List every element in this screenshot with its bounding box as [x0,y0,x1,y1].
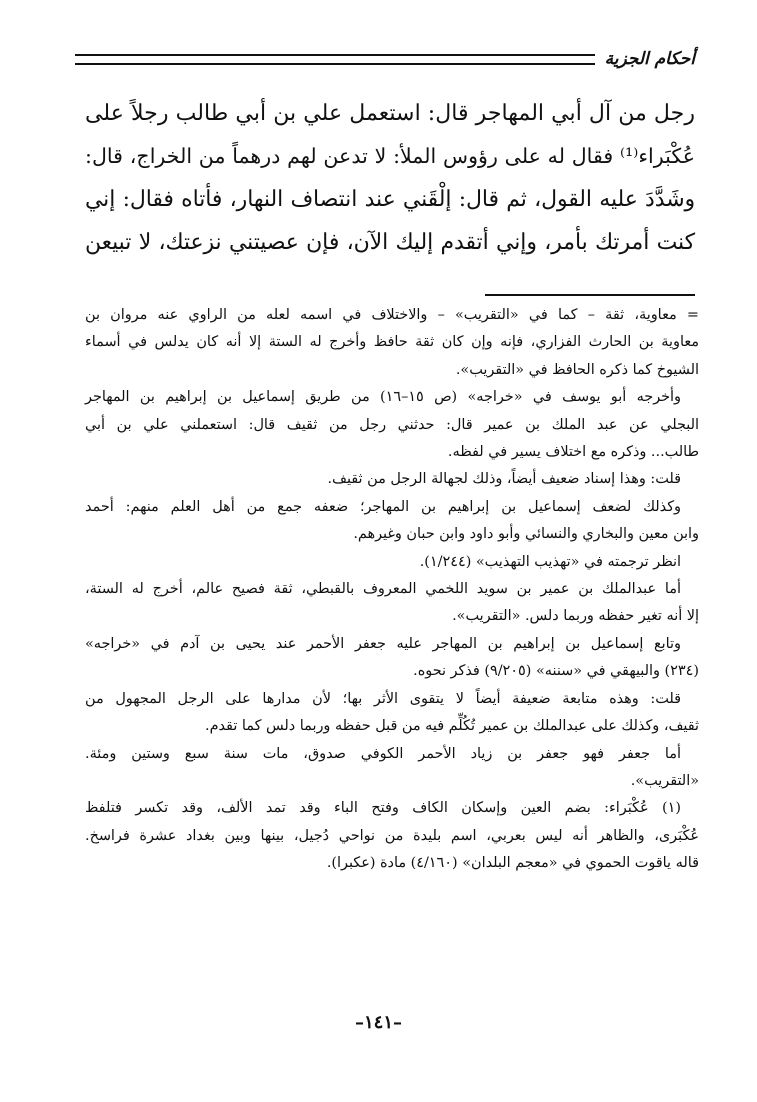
main-text [85,92,695,264]
footnote-line: = معاوية، ثقة – كما في «التقريب» – والاختلاف في اسمه لعله من الراوي عنه مروان بن [85,307,699,323]
footnote-line: إلا أنه تغير حفظه وربما دلس. «التقريب». [452,608,699,625]
footnote-line: ثقيف، وكذلك على عبدالملك بن عمير تُكُلِّم فيه من قبل حفظه وربما دلس كما تقدم. [205,718,699,735]
footnote-line: «التقريب». [630,772,699,789]
header-title: أحكام الجزية [604,49,695,69]
footnote-line: طالب... وذكره مع اختلاف يسير في لفظه. [447,444,699,461]
footnote-line: وتابع إسماعيل بن إبراهيم بن المهاجر عليه جعفر الأحمر عند يحيى بن آدم في «خراجه» [85,635,681,652]
footnote-line: البجلي عن عبد الملك بن عمير قال: حدثني رجل من ثقيف قال: استعملني علي بن أبي [85,416,699,433]
footnote-line: قلت: وهذا إسناد ضعيف أيضاً، وذلك لجهالة الرجل من ثقيف. [327,471,681,488]
footnotes [85,302,699,878]
footnote-line: معاوية بن الحارث الفزاري، فإنه وإن كان ثقة حافظ وأخرج له الستة إلا أنه كان يدلس في أسماء [85,334,699,351]
main-line: وشَدَّدَ عليه القول، ثم قال: إلْقَني عند انتصاف النهار، فأتاه فقال: إني [85,187,695,212]
main-line: كنت أمرتك بأمر، وإني أتقدم إليك الآن، فإن عصيتني نزعتك، لا تبيعن [85,230,695,255]
footnote-line: قلت: وهذه متابعة ضعيفة أيضاً لا يتقوى الأثر بها؛ لأن مدارها على الرجل المجهول من [85,690,681,707]
page-number: –١٤١– [354,1012,402,1033]
footnote-line: انظر ترجمته في «تهذيب التهذيب» (١/٢٤٤). [419,553,681,570]
footnote-line: وأخرجه أبو يوسف في «خراجه» (ص ١٥–١٦) من طريق إسماعيل بن إبراهيم بن المهاجر [85,389,681,406]
footnote-line: أما عبدالملك بن عمير بن سويد اللخمي المعروف بالقبطي، ثقة فصيح عالم، أخرج له الستة، [85,581,681,598]
footnote-line: أما جعفر فهو جعفر بن زياد الأحمر الكوفي صدوق، مات سنة سبع وستين ومئة. [85,745,681,762]
running-header [75,44,695,74]
footnote-line: (٢٣٤) والبيهقي في «سننه» (٩/٢٠٥) فذكر نحوه. [413,663,699,680]
footnote-line: وكذلك لضعف إسماعيل بن إبراهيم بن المهاجر؛ ضعفه جمع من أهل العلم منهم: أحمد [85,498,681,515]
main-line: رجل من آل أبي المهاجر قال: استعمل علي بن أبي طالب رجلاً على [85,100,695,126]
footnote-line: (١) عُكْبَراء: بضم العين وإسكان الكاف وفتح الباء وقد تمد الألف، وقد تكسر فتلفظ [85,800,681,817]
footnote-line: قاله ياقوت الحموي في «معجم البلدان» (٤/١٦٠) مادة (عكبرا). [326,855,699,872]
footnote-line: وابن معين والبخاري والنسائي وأبو داود وابن حبان وغيرهم. [353,526,699,543]
footnote-line: عُكْبَرى، والظاهر أنه ليس بعربي، اسم بليدة من نواحي دُجيل، بينها وبين بغداد عشرة فراسخ. [85,827,699,844]
footnote-line: الشيوخ كما ذكره الحافظ في «التقريب». [455,361,699,378]
header-rule [75,54,595,65]
footnote-separator [485,294,695,296]
main-line: عُكْبَراء⁽¹⁾ فقال له على رؤوس الملأ: لا تدعن لهم درهماً من الخراج، قال: [85,144,695,168]
